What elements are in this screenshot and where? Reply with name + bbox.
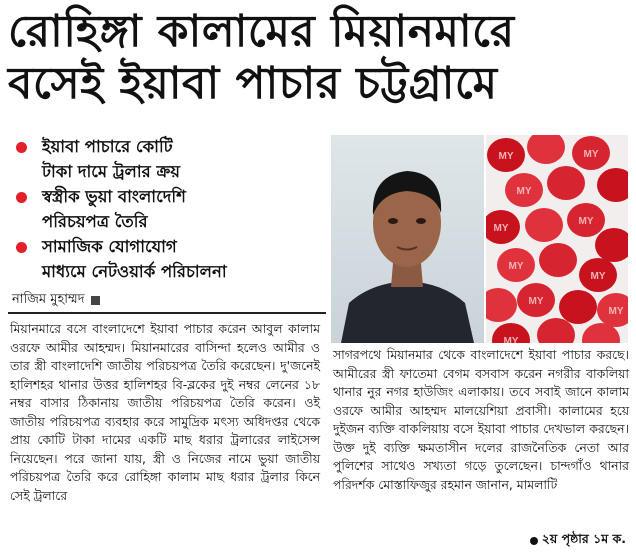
pills-photo [486, 135, 628, 343]
bullet-3 [12, 235, 322, 284]
bullet-2-line-2: পরিচয়পত্র তৈরি [42, 211, 148, 231]
continued-text: ২য় পৃষ্ঠার ১ম ক. [541, 531, 626, 546]
person-portrait-icon [331, 135, 484, 343]
red-dot-icon [16, 192, 27, 203]
photo-block [331, 135, 628, 343]
article-column-1: মিয়ানমারে বসে বাংলাদেশে ইয়াবা পাচার করেন আবুল কালাম ওরফে আমীর আহম্মদ। মিয়ানমারের বাসিন্দা হলেও আমীর ও তার স্ত্রী বাংলাদেশি জাতীয় পরিচয়পত্র তৈরি করেছেন। দু'জনেই হালিশহর থানার উত্তর হালিশহর বি-ব্লকের দুই নম্বর লেনের ১৮ নম্বর বাসার ঠিকানায় জাতীয় পরিচয়পত্র তৈরি করেন। ওই জাতীয় পরিচয়পত্র ব্যবহার করে সামুদ্রিক মৎস্য অধিদপ্তর থেকে প্রায় কোটি টাকা দামের একটি মাছ ধরার ট্রলারের লাইসেন্স নিয়েছেন। পরে জানা যায়, স্ত্রী ও নিজের নামে ভুয়া জাতীয় পরিচয়পত্র তৈরি করে রোহিঙ্গা কালাম মাছ ধরার ট্রলার কিনে সেই ট্রলারে [10, 321, 320, 503]
svg-text:MY: MY [498, 151, 514, 162]
portrait-photo [331, 135, 484, 343]
svg-text:MY: MY [578, 216, 594, 227]
bullet-2-line-1: স্বস্ত্রীক ভুয়া বাংলাদেশি [42, 187, 186, 206]
svg-text:MY: MY [508, 261, 524, 272]
pills-icon [486, 135, 628, 343]
bullet-1-line-1: ইয়াবা পাচারে কোটি [42, 137, 173, 156]
continued-note [530, 531, 626, 551]
bullet-3-line-2: মাধ্যমে নেটওয়ার্ক পরিচালনা [42, 261, 227, 281]
svg-text:MY: MY [590, 271, 606, 282]
red-dot-icon [16, 142, 27, 153]
svg-text:MY: MY [528, 296, 544, 307]
bullet-3-line-1: সামাজিক যোগাযোগ [42, 237, 177, 256]
bullet-2 [12, 185, 322, 234]
byline [12, 290, 100, 311]
bullet-1 [12, 135, 322, 184]
svg-text:MY: MY [503, 336, 519, 343]
red-dot-icon [16, 242, 27, 253]
headline [8, 6, 630, 110]
divider [8, 312, 326, 314]
highlight-bullets [12, 135, 322, 285]
dot-icon [530, 537, 538, 545]
svg-text:MY: MY [516, 186, 532, 197]
author-name: নাজিম মুহাম্মদ [12, 292, 85, 307]
headline-line-1: রোহিঙ্গা কালামের মিয়ানমারে [8, 6, 515, 57]
svg-text:MY: MY [583, 149, 599, 160]
svg-text:MY: MY [608, 306, 624, 317]
square-icon [91, 296, 100, 305]
article-column-2: সাগরপথে মিয়ানমার থেকে বাংলাদেশে ইয়াবা পাচার করছে। আমীরের স্ত্রী ফাতেমা বেগম বসবাস করেন নগরীর বাকলিয়া থানার নুর নগর হাউজিং এলাকায়। তবে সবাই জানে কালাম ওরফে আমীর আহম্মদ মালয়েশিয়া প্রবাসী। কালামের হয়ে দুইজন ব্যক্তি বাকলিয়ায় বসে ইয়াবা পাচার দেখভাল করছেন। উক্ত দুই ব্যক্তি ক্ষমতাসীন দলের রাজনৈতিক নেতা আর পুলিশের সাথেও সখ্যতা গড়ে তুলেছেন। চান্দগাঁও থানার পরিদর্শক মোস্তাফিজুর রহমান জানান, মামলাটি [333, 347, 629, 492]
headline-line-2: বসেই ইয়াবা পাচার চট্টগ্রামে [8, 58, 498, 109]
svg-text:MY: MY [493, 223, 509, 234]
bullet-1-line-2: টাকা দামে ট্রলার ক্রয় [42, 161, 180, 181]
